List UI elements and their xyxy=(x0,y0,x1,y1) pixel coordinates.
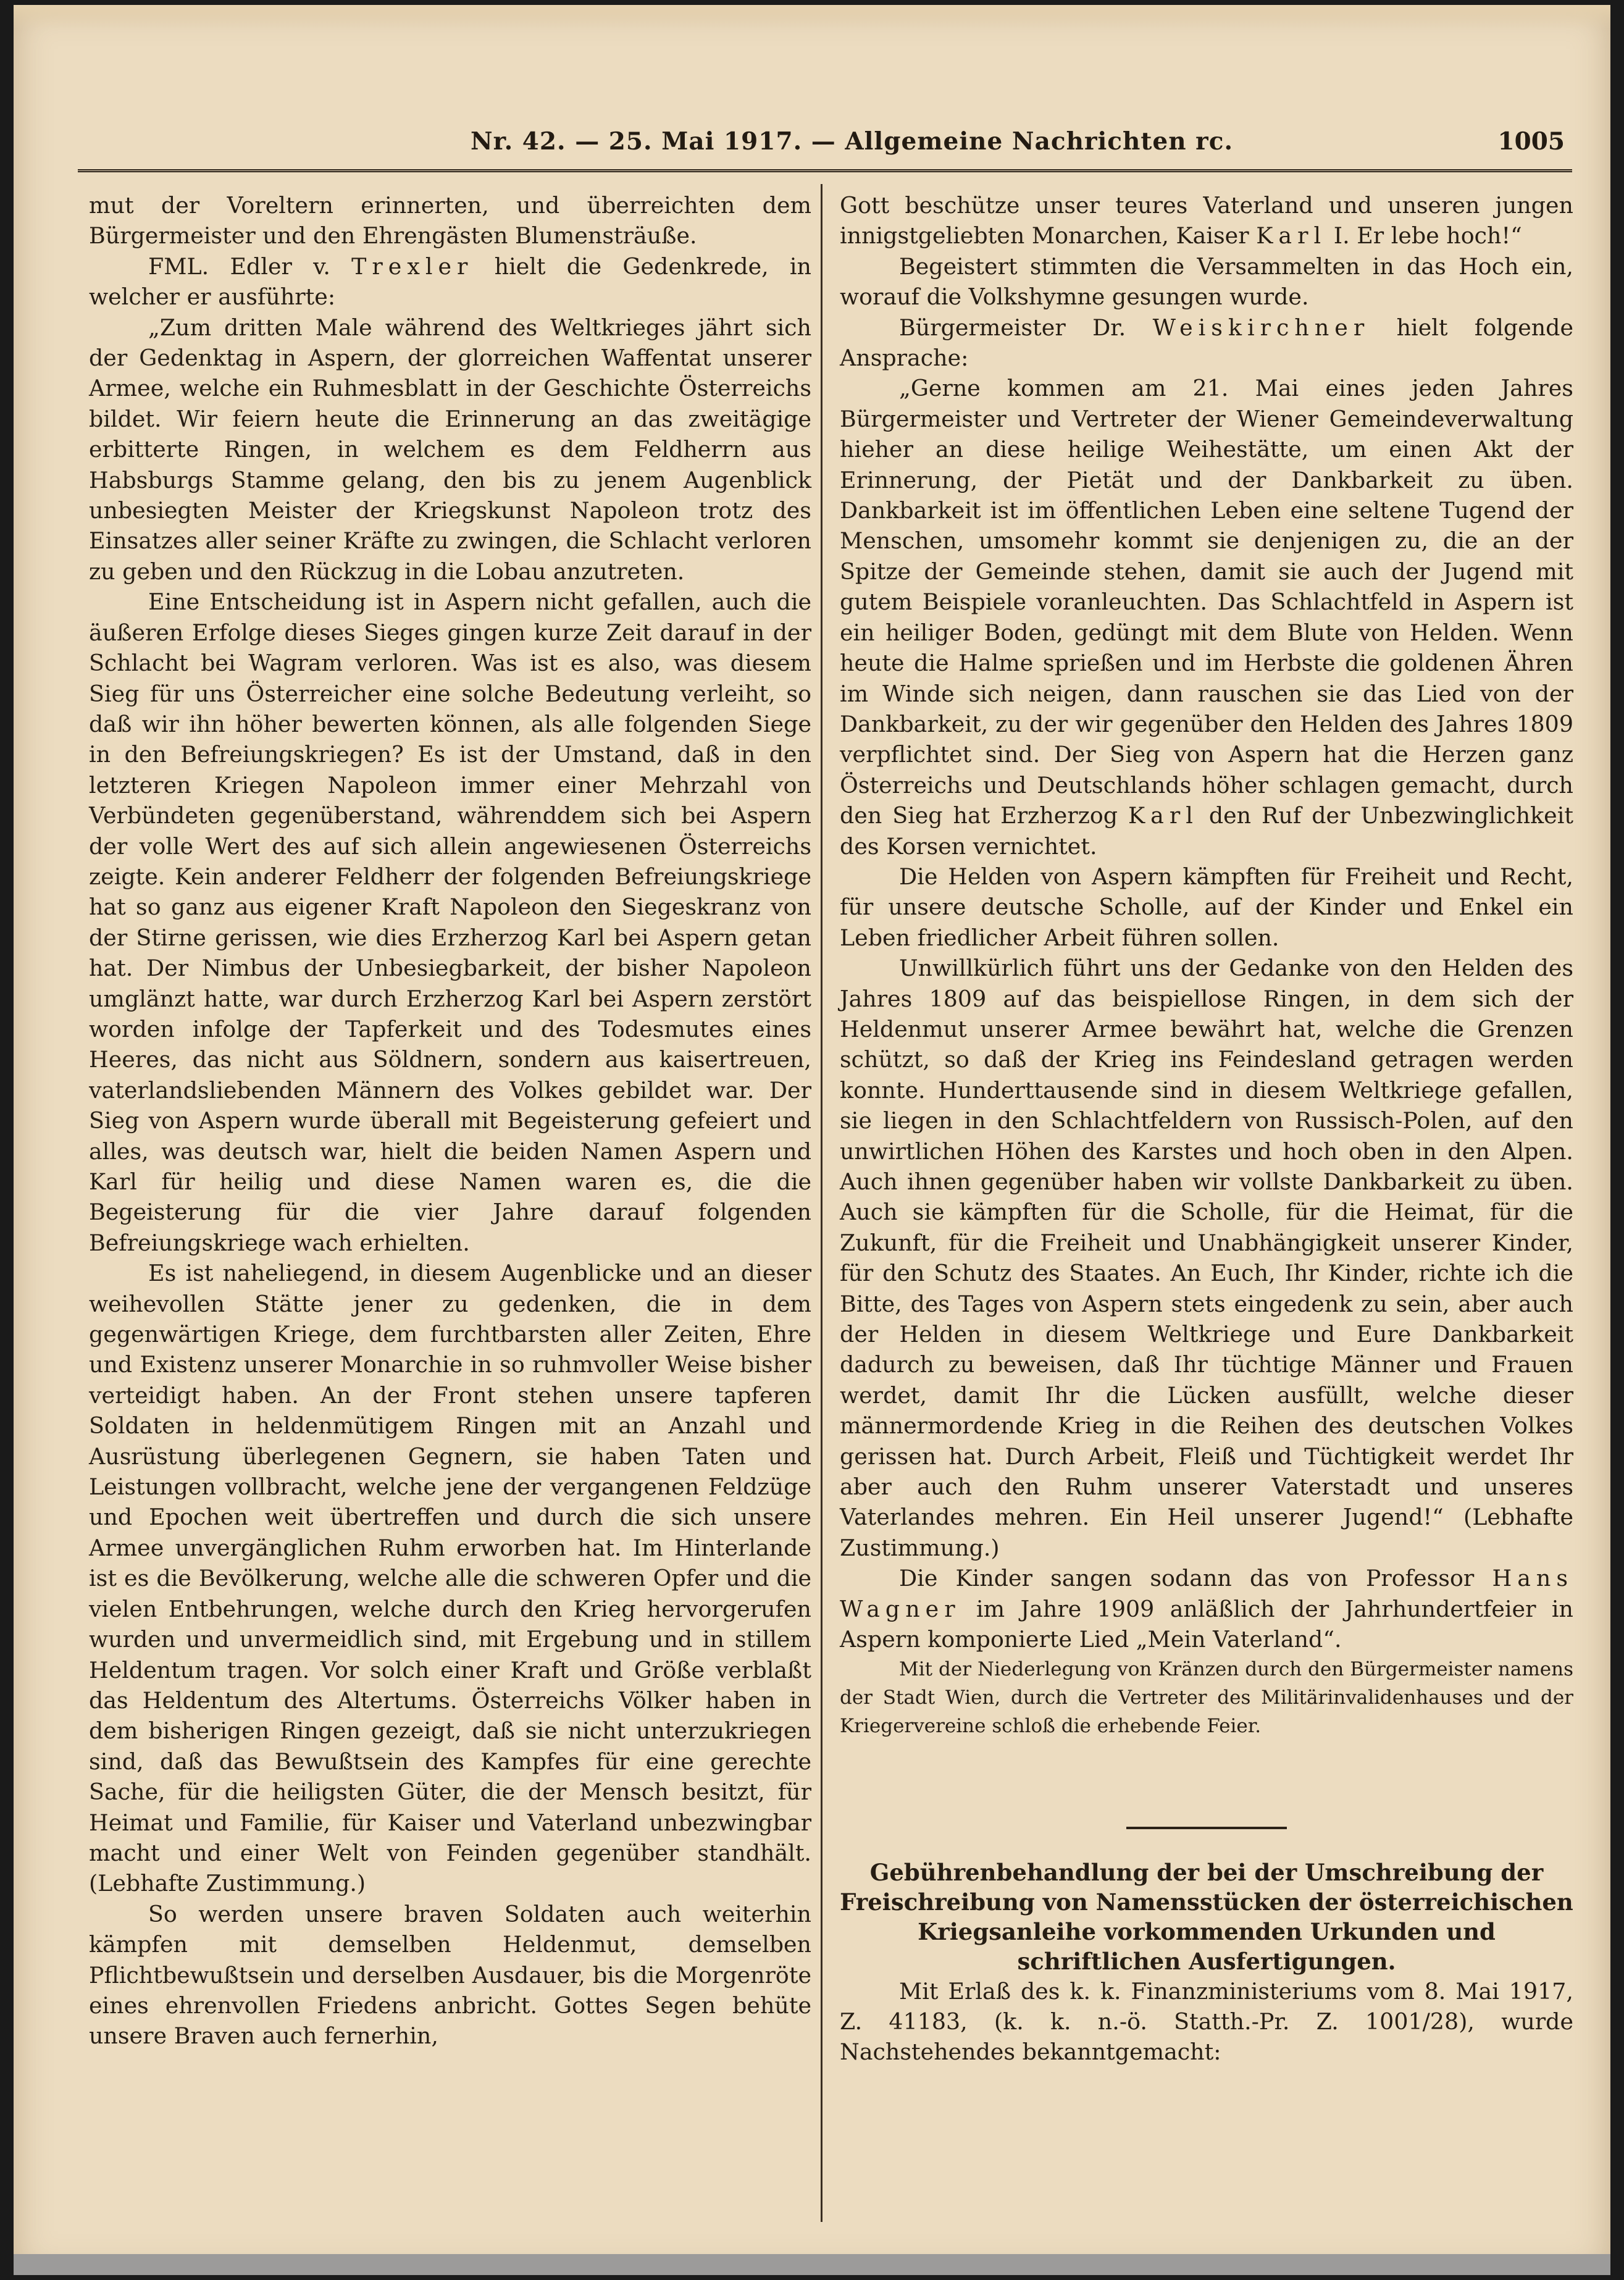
section-heading: Gebührenbehandlung der bei der Umschreibung der Freischreibung von Namensstücken der österreichischen Kriegsanleihe vorkommenden Urkunden und schriftlichen Ausfertigungen. xyxy=(840,1858,1573,1975)
spaced-name: Karl xyxy=(1256,222,1327,249)
text-run: I. Er lebe hoch!“ xyxy=(1333,222,1522,249)
paragraph xyxy=(89,251,811,312)
text-run: hielt folgende Ansprache: xyxy=(840,314,1574,372)
spaced-name: Hans Wagner xyxy=(840,1565,1573,1622)
paragraph: Es ist naheliegend, in diesem Augenblicke und an dieser weihevollen Stätte jener zu gedenken, die in dem gegenwärtigen Kriege, dem furchtbarsten aller Zeiten, Ehre und Existenz unserer Monarchie in so ruhmvoller Weise bisher verteidigt haben. An der Front stehen unsere tapferen Soldaten in heldenmütigem Ringen mit an Anzahl und Ausrüstung überlegenen Gegnern, sie haben Taten und Leistungen vollbracht, welche jene der vergangenen Feldzüge und Epochen weit übertreffen und durch die sich unsere Armee unvergänglichen Ruhm erworben hat. Im Hinterlande ist es die Bevölkerung, welche alle die schweren Opfer und die vielen Entbehrungen, welche durch den Krieg hervorgerufen wurden und unvermeidlich sind, mit Ergebung und in stillem Heldentum tragen. Vor solch einer Kraft und Größe verblaßt das Heldentum des Altertums. Österreichs Völker haben in dem bisherigen Ringen gezeigt, daß sie nicht unterzukriegen sind, daß das Bewußtsein des Kampfes für eine gerechte Sache, für die heiligsten Güter, die der Mensch besitzt, für Heimat und Familie, für Kaiser und Vaterland unbezwingbar macht und einer Welt von Feinden gegenüber standhält. (Lebhafte Zustimmung.) xyxy=(89,1260,811,1897)
paragraph: Die Helden von Aspern kämpften für Freiheit und Recht, für unsere deutsche Scholle, auf der Kinder und Enkel ein Leben friedlicher Arbeit führen sollen. xyxy=(840,863,1573,951)
spaced-name: Trexler xyxy=(351,253,474,280)
paragraph xyxy=(840,190,1573,251)
right-column xyxy=(840,190,1573,2228)
newspaper-page xyxy=(14,5,1610,2275)
text-run: Gott beschütze unser teures Vaterland und unseren jungen innigstgeliebten Monarchen, Kaiser xyxy=(840,192,1573,249)
paragraph: So werden unsere braven Soldaten auch weiterhin kämpfen mit demselben Heldenmut, demselben Pflichtbewußtsein und derselben Ausdauer, bis die Morgenröte eines ehrenvollen Friedens anbricht. Gottes Segen behüte unsere Braven auch fernerhin, xyxy=(89,1900,811,2050)
spaced-name: Weiskirchner xyxy=(1152,314,1370,341)
scan-edge xyxy=(14,2254,1610,2275)
paragraph: Mit der Niederlegung von Kränzen durch den Bürgermeister namens der Stadt Wien, durch die Vertreter des Militärinvalidenhauses und der Kriegervereine schloß die erhebende Feier. xyxy=(840,1658,1573,1737)
text-run: FML. Edler v. xyxy=(148,253,330,280)
paragraph: Mit Erlaß des k. k. Finanzministeriums vom 8. Mai 1917, Z. 41183, (k. k. n.-ö. Statth.-Pr. Z. 1001/28), wurde Nachstehendes bekanntgemacht: xyxy=(840,1977,1573,2066)
text-run: im Jahre 1909 anläßlich der Jahrhundertfeier in Aspern komponierte Lied „Mein Vaterland“. xyxy=(840,1595,1573,1653)
paragraph: Eine Entscheidung ist in Aspern nicht gefallen, auch die äußeren Erfolge dieses Sieges gingen kurze Zeit darauf in der Schlacht bei Wagram verloren. Was ist es also, was diesem Sieg für uns Österreicher eine solche Bedeutung verleiht, so daß wir ihn höher bewerten können, als alle folgenden Siege in den Befreiungskriegen? Es ist der Umstand, daß in den letzteren Kriegen Napoleon immer einer Mehrzahl von Verbündeten gegenüberstand, währenddem sich bei Aspern der volle Wert des auf sich allein angewiesenen Österreichs zeigte. Kein anderer Feldherr der folgenden Befreiungskriege hat so ganz aus eigener Kraft Napoleon den Siegeskranz von der Stirne gerissen, wie dies Erzherzog Karl bei Aspern getan hat. Der Nimbus der Unbesiegbarkeit, der bisher Napoleon umglänzt hatte, war durch Erzherzog Karl bei Aspern zerstört worden infolge der Tapferkeit und des Todesmutes eines Heeres, das nicht aus Söldnern, sondern aus kaisertreuen, vaterlandsliebenden Männern des Volkes gebildet war. Der Sieg von Aspern wurde überall mit Begeisterung gefeiert und alles, was deutsch war, hielt die beiden Namen Aspern und Karl für heilig und diese Namen waren es, die die Begeisterung für die vier Jahre darauf folgenden Befreiungskriege wach erhielten. xyxy=(89,589,811,1256)
paragraph: Unwillkürlich führt uns der Gedanke von den Helden des Jahres 1809 auf das beispiellose Ringen, in dem sich der Heldenmut unserer Armee bewährt hat, welche die Grenzen schützt, so daß der Krieg ins Feindesland getragen werden konnte. Hunderttausende sind in diesem Weltkriege gefallen, sie liegen in den Schlachtfeldern von Russisch-Polen, auf den unwirtlichen Höhen des Karstes und hoch oben in den Alpen. Auch ihnen gegenüber haben wir vollste Dankbarkeit zu üben. Auch sie kämpften für die Scholle, für die Heimat, für die Zukunft, für die Freiheit und Unabhängigkeit unserer Kinder, für den Schutz des Staates. An Euch, Ihr Kinder, richte ich die Bitte, des Tages von Aspern stets eingedenk zu sein, aber auch der Helden in diesem Weltkriege und Eure Dankbarkeit dadurch zu beweisen, daß Ihr tüchtige Männer und Frauen werdet, damit Ihr die Lücken ausfüllt, welche dieser männermordende Krieg in die Reihen des deutschen Volkes gerissen hat. Durch Arbeit, Fleiß und Tüchtigkeit werdet Ihr aber auch den Ruhm unserer Vaterstadt und unseres Vaterlandes mehren. Ein Heil unserer Jugend!“ (Lebhafte Zustimmung.) xyxy=(840,955,1573,1561)
text-run: Bürgermeister Dr. xyxy=(899,314,1126,341)
section-rule xyxy=(1126,1827,1287,1829)
paragraph: „Zum dritten Male während des Weltkrieges jährt sich der Gedenktag in Aspern, der glorreichen Waffentat unserer Armee, welche ein Ruhmesblatt in der Geschichte Österreichs bildet. Wir feiern heute die Erinnerung an das zweitägige erbitterte Ringen, in welchem es dem Feldherrn aus Habsburgs Stamme gelang, den bis zu jenem Augenblick unbesiegten Meister der Kriegskunst Napoleon trotz des Einsatzes aller seiner Kräfte zu zwingen, die Schlacht verloren zu geben und den Rückzug in die Lobau anzutreten. xyxy=(89,314,811,585)
left-column xyxy=(89,190,811,2228)
paragraph xyxy=(840,1563,1573,1654)
paragraph xyxy=(840,373,1573,861)
spaced-name: Karl xyxy=(1128,802,1199,829)
running-header: Nr. 42. — 25. Mai 1917. — Allgemeine Nachrichten rc. xyxy=(471,127,1234,156)
text-run: hielt die Gedenkrede, in welcher er ausführte: xyxy=(89,253,811,311)
paragraph: mut der Voreltern erinnerten, und überreichten dem Bürgermeister und den Ehrengästen Blumensträuße. xyxy=(89,192,811,249)
paragraph xyxy=(840,312,1573,374)
paragraph: Begeistert stimmten die Versammelten in das Hoch ein, worauf die Volkshymne gesungen wurde. xyxy=(840,253,1573,311)
column-divider xyxy=(821,184,822,2222)
header-rule xyxy=(78,169,1572,172)
text-run: Die Kinder sangen sodann das von Professor xyxy=(899,1565,1475,1592)
page-number: 1005 xyxy=(1497,127,1565,156)
text-run: den Ruf der Unbezwinglichkeit des Korsen vernichtet. xyxy=(840,802,1573,860)
text-run: „Gerne kommen am 21. Mai eines jeden Jahres Bürgermeister und Vertreter der Wiener Gemeindeverwaltung hieher an diese heilige Weihestätte, um einen Akt der Erinnerung, der Pietät und der Dankbarkeit zu üben. Dankbarkeit ist im öffentlichen Leben eine seltene Tugend der Menschen, umsomehr kommt sie denjenigen zu, die an der Spitze der Gemeinde stehen, damit sie auch der Jugend mit gutem Beispiele voranleuchten. Das Schlachtfeld in Aspern ist ein heiliger Boden, gedüngt mit dem Blute von Helden. Wenn heute die Halme sprießen und im Herbste die goldenen Ähren im Winde sich neigen, dann rauschen sie das Lied von der Dankbarkeit, zu der wir gegenüber den Helden des Jahres 1809 verpflichtet sind. Der Sieg von Aspern hat die Herzen ganz Österreichs und Deutschlands höher schlagen gemacht, durch den Sieg hat Erzherzog xyxy=(840,375,1573,829)
